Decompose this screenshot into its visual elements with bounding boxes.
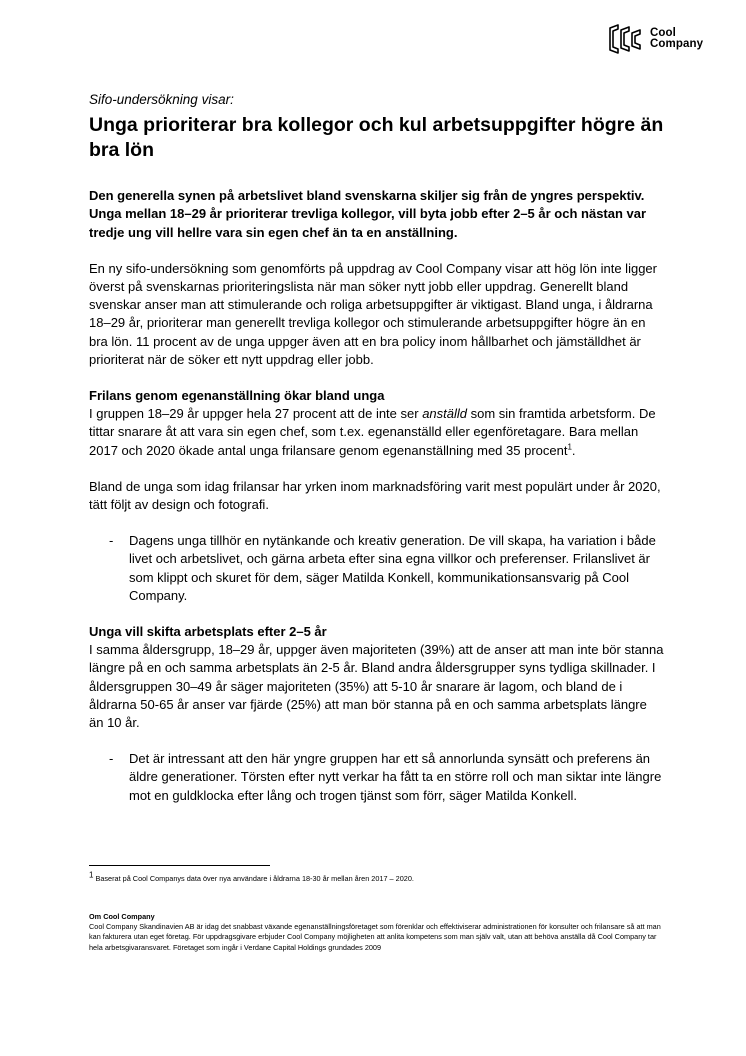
about-title: Om Cool Company xyxy=(89,912,155,921)
company-logo xyxy=(608,24,703,54)
freelance-text-1: I gruppen 18–29 år uppger hela 27 procent att de inte ser xyxy=(89,406,423,422)
about-body: Cool Company Skandinavien AB är idag det snabbast växande egenanställningsföretaget som förenklar och effektiviserar administrationen för konsulter och frilansare så att man kan fakturera utan eget företag. För uppdragsgivare erbjuder Cool Company möjligheten att anlita kompetens som man själv valt, utan att behöva anställa då Cool Company tar hela arbetsgivaransvaret. Företaget som ingår i Verdane Capital Holdings grundades 2009 xyxy=(89,922,661,952)
logo-wordmark xyxy=(650,28,703,50)
article-lead: Den generella synen på arbetslivet bland svenskarna skiljer sig från de yngres perspektiv. Unga mellan 18–29 år prioriterar trevliga kollegor, vill byta jobb efter 2–5 år och nästan var tredje ung vill hellre vara sin egen chef än ta en anställning. xyxy=(89,188,647,240)
cool-company-logo-mark-icon xyxy=(608,24,644,54)
freelance-text-end: . xyxy=(571,442,576,458)
section-heading-freelance: Frilans genom egenanställning ökar bland unga xyxy=(89,388,385,404)
quote-konkell-2 xyxy=(109,750,664,805)
quote-text: Det är intressant att den här yngre gruppen har ett så annorlunda synsätt och preferens än äldre generationer. Törsten efter nytt verkar ha fått ta en större roll och man siktar inte längre mot en guldklocka efter lång och trogen tjänst som förr, säger Matilda Konkell. xyxy=(129,751,662,803)
logo-line-2: Company xyxy=(650,38,704,50)
workplace-paragraph: I samma åldersgrupp, 18–29 år, uppger även majoriteten (39%) att de anser att man inte bör stanna längre på en och samma arbetsplats än 2-5 år. Bland andra åldersgrupper syns tydliga skillnader. I åldersgruppen 30–49 år säger majoriteten (35%) att 5-10 år snarare är lagom, och bland de i åldrarna 50-65 år anser var fjärde (25%) att man bör stanna på en och samma arbetsplats längre än 10 år. xyxy=(89,642,664,731)
footnote xyxy=(89,870,414,884)
footnote-text: Baserat på Cool Companys data över nya användare i åldrarna 18-30 år mellan åren 2017 – 2020. xyxy=(93,874,414,883)
footnote-reference: 1 xyxy=(567,442,572,452)
footnote-divider xyxy=(89,865,270,866)
freelance-paragraph xyxy=(89,405,664,460)
article-kicker: Sifo-undersökning visar: xyxy=(89,92,234,107)
emphasis-anstalld: anställd xyxy=(422,406,467,422)
article-body xyxy=(89,91,664,823)
quote-konkell-1 xyxy=(109,532,664,605)
quote-dash: - xyxy=(109,751,114,767)
quote-dash: - xyxy=(109,533,114,549)
footnote-mark: 1 xyxy=(89,870,94,880)
intro-paragraph: En ny sifo-undersökning som genomförts på uppdrag av Cool Company visar att hög lön inte ligger överst på svenskarnas prioriteringslista när man söker nytt jobb eller uppdrag. Generellt bland svenskar anser man att stimulerande och roliga arbetsuppgifter är viktigast. Bland unga, i åldrarna 18–29 år, prioriterar man generellt trevliga kollegor och stimulerande arbetsuppgifter högre än en bra lön. 11 procent av de unga uppger även att en bra policy inom hållbarhet och jämställdhet är prioriterat när de söker ett nytt uppdrag eller jobb. xyxy=(89,260,657,367)
quote-text: Dagens unga tillhör en nytänkande och kreativ generation. De vill skapa, ha variation i både livet och arbetslivet, och gärna arbeta efter sina egna villkor och preferenser. Frilanslivet är som klippt och skuret för dem, säger Matilda Konkell, kommunikationsansvarig på Cool Company. xyxy=(129,533,656,603)
freelance-text-2: som sin framtida arbetsform. De tittar snarare åt att vara sin egen chef, som t.ex. egenanställd eller egenföretagare. Bara mellan 2017 och 2020 ökade antal unga frilansare genom egenanställning med 35 procent xyxy=(89,406,656,458)
about-company xyxy=(89,912,669,953)
article-headline: Unga prioriterar bra kollegor och kul arbetsuppgifter högre än bra lön xyxy=(89,114,664,162)
logo-line-1: Cool xyxy=(650,27,676,39)
marketing-paragraph: Bland de unga som idag frilansar har yrken inom marknadsföring varit mest populärt under år 2020, tätt följt av design och fotografi. xyxy=(89,478,661,513)
section-heading-workplace: Unga vill skifta arbetsplats efter 2–5 år xyxy=(89,624,327,640)
